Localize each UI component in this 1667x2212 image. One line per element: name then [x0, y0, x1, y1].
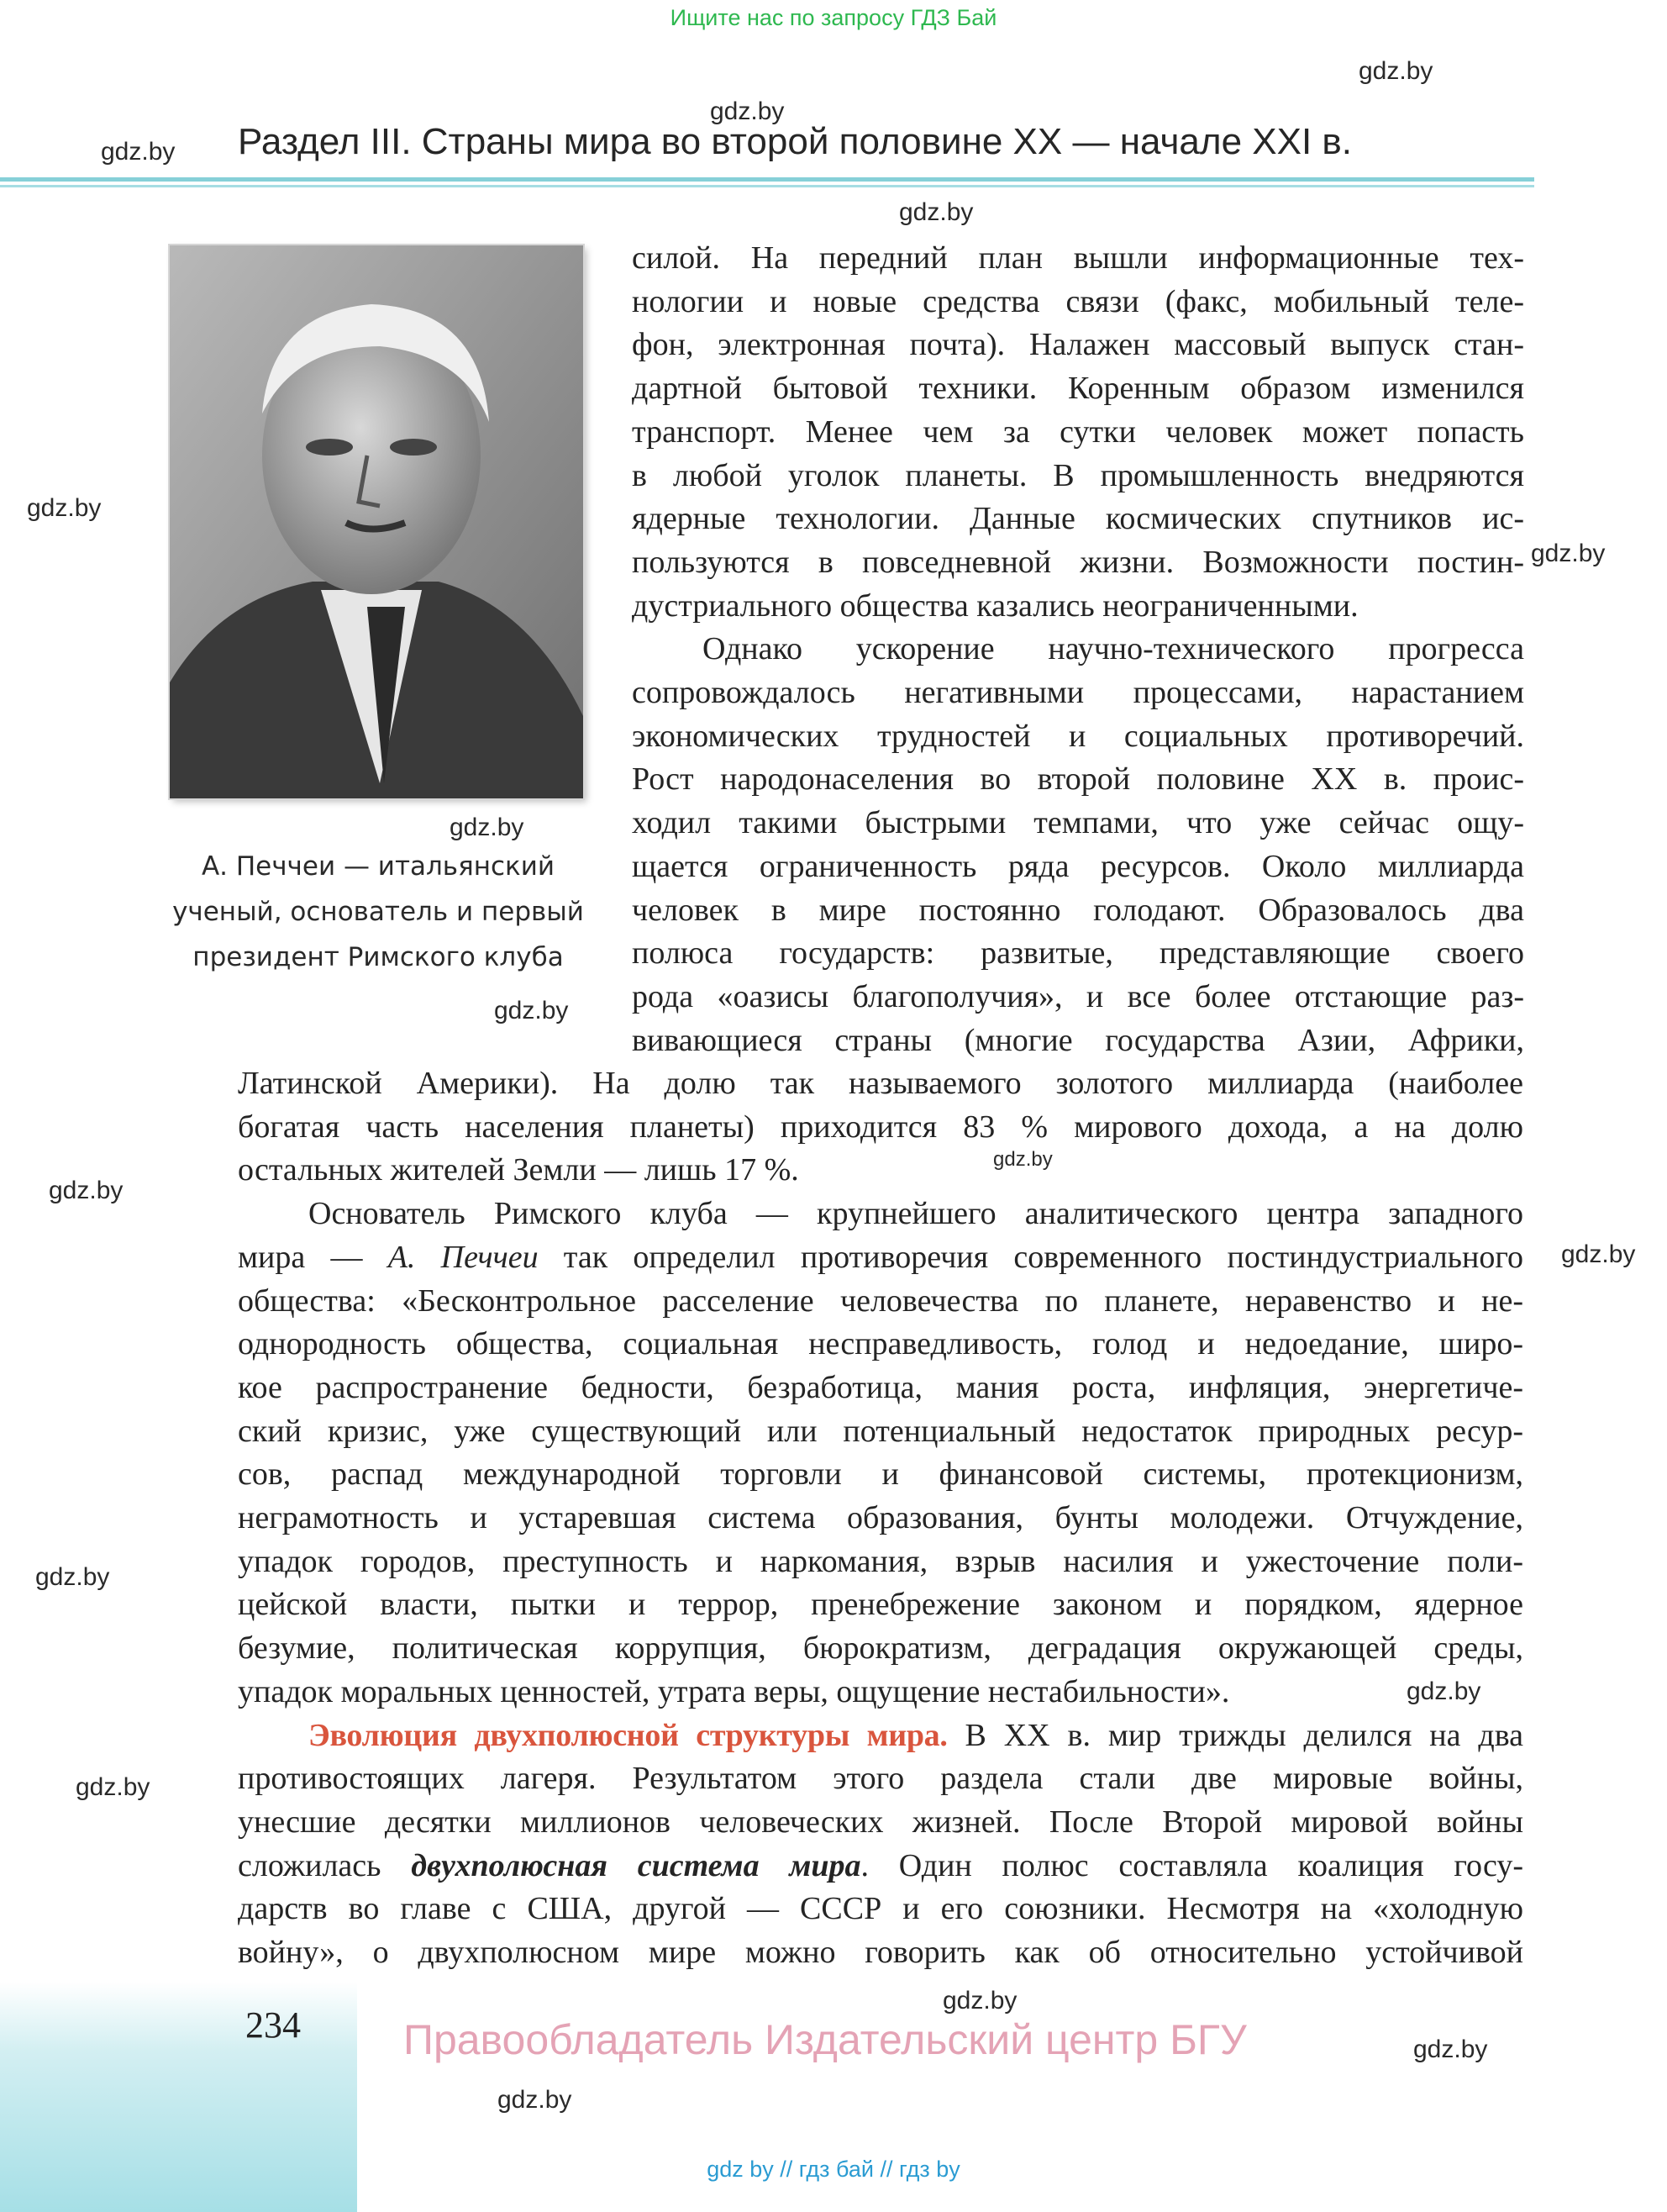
- text-line: экономических трудностей и социальных противоречий.: [632, 718, 1524, 754]
- text-line: Основатель Римского клуба — крупнейшего аналитического центра западного: [308, 1196, 1523, 1232]
- watermark: gdz.by: [1413, 2036, 1488, 2063]
- text-line: сопровождалось негативными процессами, нарастанием: [632, 675, 1524, 711]
- text-line: сов, распад международной торговли и финансовой системы, протекционизм,: [238, 1456, 1523, 1493]
- watermark: gdz.by: [35, 1563, 110, 1591]
- watermark: gdz.by: [101, 138, 176, 166]
- section-heading: Эволюция двухполюсной структуры мира.: [308, 1717, 948, 1753]
- text-line: рода «оазисы благополучия», и все более отстающие раз-: [632, 978, 1524, 1014]
- text-line: [238, 1845, 1523, 1888]
- text-line: человек в мире постоянно голодают. Образовалось два: [632, 892, 1524, 928]
- watermark: gdz.by: [899, 198, 974, 226]
- text-line: транспорт. Менее чем за сутки человек может попасть: [632, 413, 1524, 450]
- caption-line: А. Печчеи — итальянский: [201, 851, 555, 882]
- watermark: gdz.by: [1531, 540, 1606, 567]
- text-line: остальных жителей Земли — лишь 17 %.: [238, 1152, 799, 1188]
- text-full-width: [238, 1062, 1523, 1975]
- text-line: кое распространение бедности, безработица, мания роста, инфляция, энергетиче-: [238, 1369, 1523, 1405]
- watermark: gdz.by: [993, 1148, 1053, 1171]
- watermark: gdz.by: [943, 1987, 1018, 2014]
- text-line: цейской власти, пытки и террор, пренебрежение законом и порядком, ядерное: [238, 1587, 1523, 1623]
- text-line: ский кризис, уже существующий или потенциальный недостаток природных ресур-: [238, 1413, 1523, 1449]
- text-line: Рост народонаселения во второй половине XX в. проис-: [632, 761, 1524, 798]
- caption-line: президент Римского клуба: [192, 942, 564, 972]
- watermark: gdz.by: [494, 997, 569, 1024]
- text-line: нологии и новые средства связи (факс, мобильный теле-: [632, 283, 1524, 319]
- text-line: пользуются в повседневной жизни. Возможности постин-: [632, 544, 1524, 580]
- top-banner[interactable]: Ищите нас по запросу ГДЗ Бай: [670, 5, 997, 30]
- key-term: двухполюсная система мира: [411, 1847, 861, 1883]
- watermark: gdz.by: [1359, 57, 1433, 85]
- text-line: неграмотность и устаревшая система образования, бунты молодежи. Отчуждение,: [238, 1500, 1523, 1536]
- text-line: [238, 1714, 1523, 1758]
- portrait-photo: [170, 245, 583, 798]
- text-line: однородность общества, социальная несправедливость, голод и недоедание, широ-: [238, 1326, 1523, 1362]
- watermark: gdz.by: [497, 2086, 572, 2114]
- watermark: gdz.by: [49, 1177, 124, 1204]
- header-rule-thin: [0, 185, 1534, 187]
- text-line: полюса государств: развитые, представляющие своего: [632, 935, 1524, 972]
- page-number: 234: [245, 2004, 301, 2046]
- text-fragment: В XX в. мир трижды делился на два: [947, 1717, 1523, 1753]
- text-line: в любой уголок планеты. В промышленность внедряются: [632, 457, 1524, 493]
- text-fragment: . Один полюс составляла коалиция госу-: [860, 1847, 1524, 1883]
- text-line: щается ограниченность ряда ресурсов. Около миллиарда: [632, 848, 1524, 884]
- person-name: А. Печчеи: [387, 1239, 539, 1275]
- footer-links[interactable]: gdz by // гдз бай // гдз by: [707, 2157, 960, 2182]
- text-line: Однако ускорение научно-технического прогресса: [702, 631, 1524, 667]
- text-line: ходил такими быстрыми темпами, что уже сейчас ощу-: [632, 805, 1524, 841]
- watermark: gdz.by: [710, 97, 785, 125]
- text-line: дарств во главе с США, другой — СССР и его союзники. Несмотря на «холодную: [238, 1891, 1523, 1927]
- watermark: gdz.by: [1561, 1240, 1636, 1268]
- section-header: Раздел III. Страны мира во второй половине XX — начале XXI в.: [238, 121, 1353, 162]
- text-line: войну», о двухполюсном мире можно говорить как об относительно устойчивой: [238, 1935, 1523, 1971]
- text-line: безумие, политическая коррупция, бюрократизм, деградация окружающей среды,: [238, 1630, 1523, 1667]
- text-line: унесшие десятки миллионов человеческих жизней. После Второй мировой войны: [238, 1804, 1523, 1840]
- caption-line: ученый, основатель и первый: [172, 897, 584, 927]
- copyright-notice: Правообладатель Издательский центр БГУ: [403, 2016, 1247, 2063]
- watermark: gdz.by: [450, 814, 524, 841]
- text-line: силой. На передний план вышли информационные тех-: [632, 240, 1524, 276]
- text-line: богатая часть населения планеты) приходится 83 % мирового дохода, а на долю: [238, 1109, 1523, 1145]
- text-line: противостоящих лагеря. Результатом этого раздела стали две мировые войны,: [238, 1761, 1523, 1797]
- text-fragment: сложилась: [238, 1847, 412, 1883]
- text-line: упадок городов, преступность и наркомания, взрыв насилия и ужесточение поли-: [238, 1543, 1523, 1579]
- photo-caption: [143, 844, 613, 980]
- text-fragment: так определил противоречия современного постиндустриального: [538, 1239, 1523, 1275]
- watermark: gdz.by: [27, 494, 102, 522]
- text-line: упадок моральных ценностей, утрата веры, ощущение нестабильности».: [238, 1673, 1230, 1709]
- text-line: дустриального общества казались неограниченными.: [632, 587, 1359, 624]
- text-column: [632, 237, 1524, 1062]
- text-line: вивающиеся страны (многие государства Азии, Африки,: [632, 1022, 1524, 1058]
- watermark: gdz.by: [76, 1773, 150, 1801]
- text-fragment: мира —: [238, 1239, 388, 1275]
- text-line: дартной бытовой техники. Коренным образом изменился: [632, 371, 1524, 407]
- text-line: [238, 1236, 1523, 1280]
- header-rule: [0, 177, 1534, 182]
- portrait-photo-icon: [170, 245, 583, 798]
- watermark: gdz.by: [1407, 1677, 1481, 1705]
- text-line: ядерные технологии. Данные космических спутников ис-: [632, 501, 1524, 537]
- text-line: Латинской Америки). На долю так называемого золотого миллиарда (наиболее: [238, 1066, 1523, 1101]
- text-line: фон, электронная почта). Налажен массовый выпуск стан-: [632, 327, 1524, 363]
- text-line: общества: «Бесконтрольное расселение человечества по планете, неравенство и не-: [238, 1282, 1523, 1319]
